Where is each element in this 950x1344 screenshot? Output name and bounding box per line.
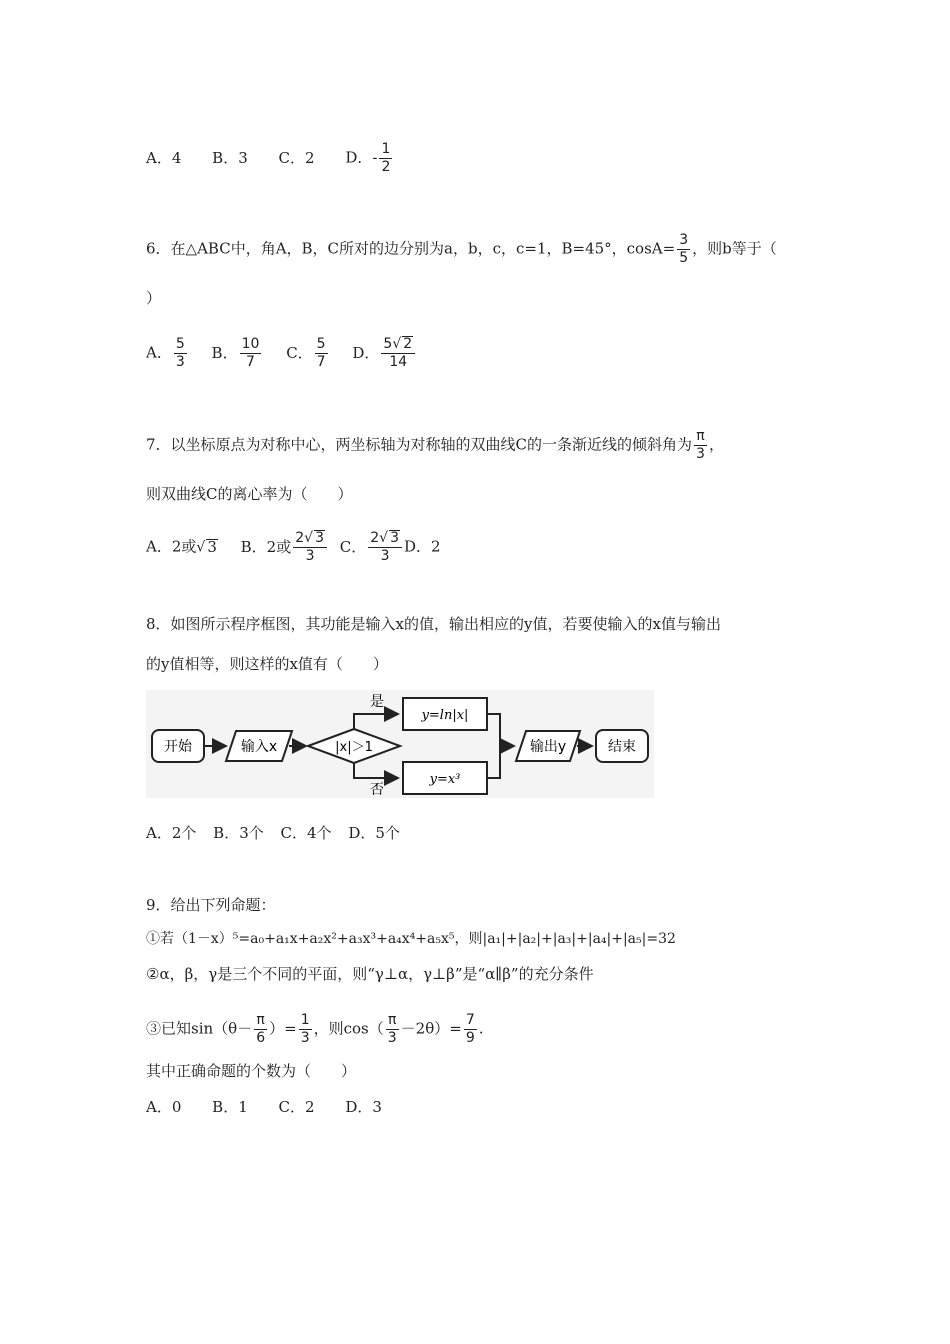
q9-proposition-3: [146, 1012, 484, 1047]
flow-end-label: 结束: [608, 739, 636, 755]
q9-options: [146, 1097, 382, 1117]
q6-option-a: A．: [146, 343, 172, 362]
q9-proposition-1: ①若（1－x）⁵=a₀+a₁x+a₂x²+a₃x³+a₄x⁴+a₅x⁵，则|a₁|+|a₂|+|a₃|+|a₄|+|a₅|=32: [146, 931, 676, 947]
q6-d-radicand: 2: [403, 336, 413, 352]
q9-option-c: C．2: [278, 1098, 315, 1116]
q5-d-den: 2: [381, 159, 391, 175]
q6-option-b: B．: [211, 343, 238, 362]
flow-yes-label: 是: [370, 694, 384, 710]
q6-d-coef: 5: [383, 336, 393, 352]
flow-decision-label: |x|＞1: [335, 740, 373, 755]
q6-a-fraction: [174, 336, 187, 371]
q9-p3-den3: 3: [300, 1030, 310, 1046]
sqrt-icon: √: [379, 530, 389, 546]
q9-option-b: B．1: [212, 1098, 248, 1116]
q7-b-coef: 2: [295, 530, 305, 546]
q9-p3-num7: 7: [465, 1012, 475, 1028]
q9-p3-frac4: [464, 1012, 477, 1047]
q8-option-d: D．5个: [348, 824, 400, 842]
q5-option-a: A．4: [146, 148, 182, 167]
q9-p3-pi1: π: [254, 1012, 267, 1030]
flowchart-background: [146, 690, 654, 798]
q9-p3-frac2: [299, 1012, 312, 1047]
flowchart: [146, 690, 654, 798]
q7-b-num: [293, 530, 327, 548]
q6-c-den: 7: [316, 354, 326, 370]
q7-comma: ，: [708, 435, 724, 454]
q9-proposition-2: ②α，β，γ是三个不同的平面，则“γ⊥α，γ⊥β”是“α∥β”的充分条件: [146, 965, 594, 983]
q7-c-num: [368, 530, 402, 548]
q7-option-d: D．2: [404, 537, 441, 556]
q6-option-c: C．: [286, 343, 313, 362]
flow-input-label: 输入x: [240, 739, 278, 755]
q9-option-d: D．3: [345, 1098, 382, 1116]
q7-line2: 则双曲线C的离心率为（ ）: [146, 485, 353, 503]
q9-p3-pi2: π: [386, 1012, 399, 1030]
sqrt-icon: √: [196, 539, 206, 556]
q6-a-den: 3: [175, 354, 185, 370]
q8-line1: 8．如图所示程序框图，其功能是输入x的值，输出相应的y值，若要使输入的x值与输出: [146, 615, 721, 633]
q6-c-fraction: [315, 336, 328, 371]
q9-p3-part-a: ③已知sin（θ－: [146, 1019, 253, 1038]
q6-stem-end: ，则b等于（: [692, 239, 777, 258]
q7-option-a: A．2或: [146, 537, 197, 556]
q6-cos-den: 5: [679, 250, 689, 266]
q5-option-c: C．2: [278, 148, 315, 167]
q7-angle-num: π: [694, 428, 707, 446]
q8-option-b: B．3个: [213, 824, 264, 842]
q7-b-fraction: [293, 530, 327, 565]
q6-d-den: 14: [389, 354, 408, 370]
q6-a-num: 5: [175, 336, 185, 352]
q6-b-num: 10: [241, 336, 260, 352]
flow-yes-formula: y=ln|x|: [421, 708, 469, 723]
q7-options: [146, 530, 441, 565]
q8-option-a: A．2个: [146, 824, 197, 842]
q7-stem-text: 7．以坐标原点为对称中心，两坐标轴为对称轴的双曲线C的一条渐近线的倾斜角为: [146, 435, 693, 454]
q8-options: [146, 823, 400, 843]
q9-p3-den9: 9: [465, 1030, 475, 1046]
q5-d-sign: -: [372, 148, 378, 167]
q6-d-fraction: [381, 336, 415, 371]
q9-p3-end: .: [478, 1019, 484, 1038]
q7-b-den: 3: [305, 548, 315, 564]
q9-p3-den6: 6: [256, 1030, 266, 1046]
q9-p3-frac1: [254, 1012, 267, 1047]
q7-angle-fraction: [694, 428, 707, 463]
q9-p3-frac3: [386, 1012, 399, 1047]
q9-question: 其中正确命题的个数为（ ）: [146, 1062, 357, 1080]
q6-stem-text: 6．在△ABC中，角A，B，C所对的边分别为a，b，c，c=1，B=45°，cosA=: [146, 239, 676, 258]
flow-no-label: 否: [370, 782, 384, 798]
q7-a-radicand: 3: [207, 537, 217, 556]
sqrt-icon: √: [392, 336, 402, 352]
flow-output-label: 输出y: [529, 739, 567, 755]
q6-stem: [146, 232, 777, 267]
q7-option-c: C．: [339, 537, 367, 556]
q6-options: [146, 336, 417, 371]
q7-stem: [146, 428, 724, 463]
q9-p3-part-c: ，则cos（: [313, 1019, 384, 1038]
q8-line2: 的y值相等，则这样的x值有（ ）: [146, 655, 388, 673]
q7-option-b: B．2或: [240, 537, 292, 556]
q7-c-den: 3: [380, 548, 390, 564]
q6-b-fraction: [240, 336, 262, 371]
q7-c-coef: 2: [370, 530, 380, 546]
q7-c-radicand: 3: [390, 530, 400, 546]
q6-cos-num: 3: [679, 232, 689, 248]
q6-cos-fraction: [677, 232, 690, 267]
q8-option-c: C．4个: [280, 824, 332, 842]
q9-option-a: A．0: [146, 1098, 182, 1116]
sqrt-icon: √: [304, 530, 314, 546]
q5-option-b: B．3: [212, 148, 248, 167]
flow-start-label: 开始: [164, 739, 192, 755]
q9-p3-den3b: 3: [387, 1030, 397, 1046]
q6-c-num: 5: [316, 336, 326, 352]
q6-option-d: D．: [352, 343, 380, 362]
q6-d-num: [381, 336, 415, 354]
q5-options: [146, 141, 394, 176]
q5-d-num: 1: [381, 141, 391, 157]
q7-c-fraction: [368, 530, 402, 565]
q9-p3-part-b: ）=: [269, 1019, 297, 1038]
q7-angle-den: 3: [696, 446, 705, 462]
q6-b-den: 7: [246, 354, 255, 370]
q9-p3-num1: 1: [300, 1012, 310, 1028]
q9-p3-part-d: －2θ）=: [400, 1019, 462, 1038]
q9-stem: 9．给出下列命题：: [146, 896, 276, 914]
q6-paren-close: ）: [146, 289, 162, 307]
flow-no-formula: y=x³: [429, 772, 461, 787]
q5-d-fraction: [379, 141, 392, 176]
q7-b-radicand: 3: [315, 530, 324, 546]
q5-option-d: D．: [345, 148, 373, 167]
